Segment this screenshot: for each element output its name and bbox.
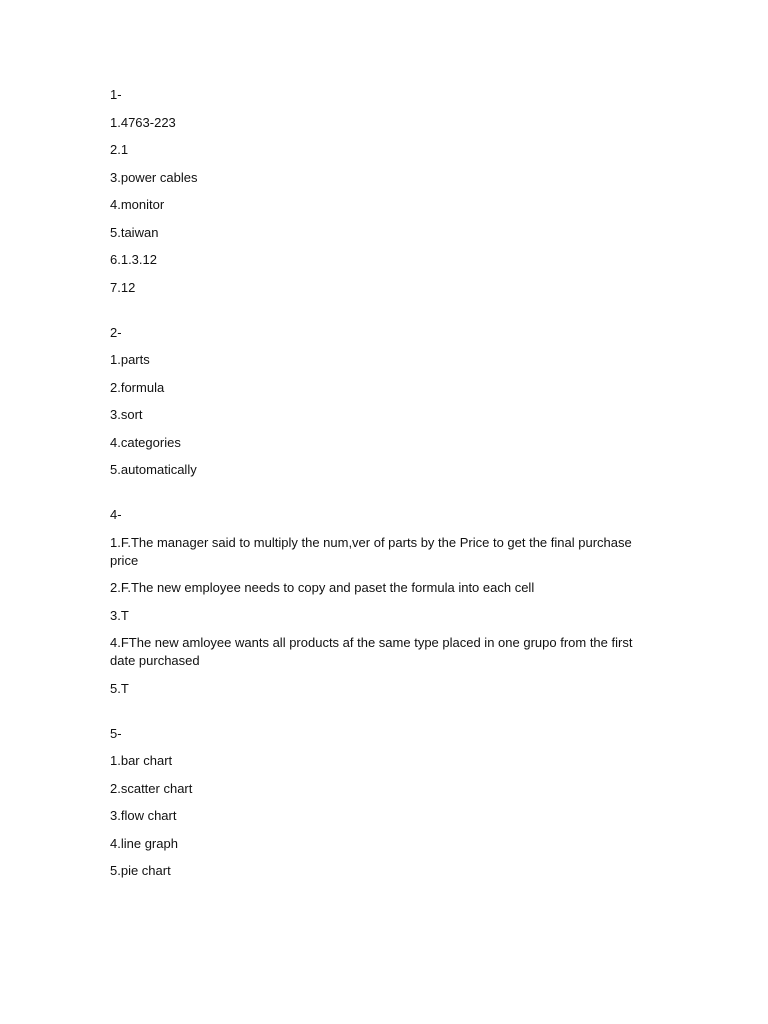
answer-item: 1.4763-223 — [110, 114, 176, 130]
section-heading: 2- — [110, 324, 122, 340]
answer-item: 2.1 — [110, 142, 129, 157]
answer-sheet — [110, 86, 650, 880]
answer-item: 4.FThe new amloyee wants all products af the same type placed in one grupo from the first date purchased — [110, 635, 633, 668]
answer-item: 3.sort — [110, 407, 143, 422]
section-heading: 1- — [110, 87, 122, 102]
answer-item: 4.monitor — [110, 197, 165, 212]
answer-item: 1.bar chart — [110, 753, 173, 768]
answer-item: 1.parts — [110, 352, 150, 367]
answer-item: 2.formula — [110, 379, 165, 395]
section-4 — [110, 506, 650, 698]
answer-item: 5.pie chart — [110, 863, 171, 878]
answer-item: 5.automatically — [110, 462, 197, 477]
answer-item: 3.T — [110, 607, 129, 623]
answer-item: 5.T — [110, 680, 129, 696]
section-1 — [110, 86, 650, 297]
answer-item: 1.F.The manager said to multiply the num,ver of parts by the Price to get the final purchase price — [110, 534, 632, 568]
answer-item: 3.power cables — [110, 169, 198, 185]
answer-item: 2.F.The new employee needs to copy and paset the formula into each cell — [110, 580, 535, 595]
answer-item: 5.taiwan — [110, 224, 159, 240]
answer-item: 6.1.3.12 — [110, 252, 157, 267]
section-2 — [110, 324, 650, 480]
answer-item: 4.categories — [110, 434, 181, 450]
answer-item: 7.12 — [110, 279, 136, 295]
answer-item: 3.flow chart — [110, 808, 177, 823]
section-heading: 5- — [110, 725, 122, 741]
section-5 — [110, 725, 650, 881]
answer-item: 4.line graph — [110, 835, 178, 851]
answer-item: 2.scatter chart — [110, 780, 193, 796]
section-heading: 4- — [110, 507, 122, 522]
